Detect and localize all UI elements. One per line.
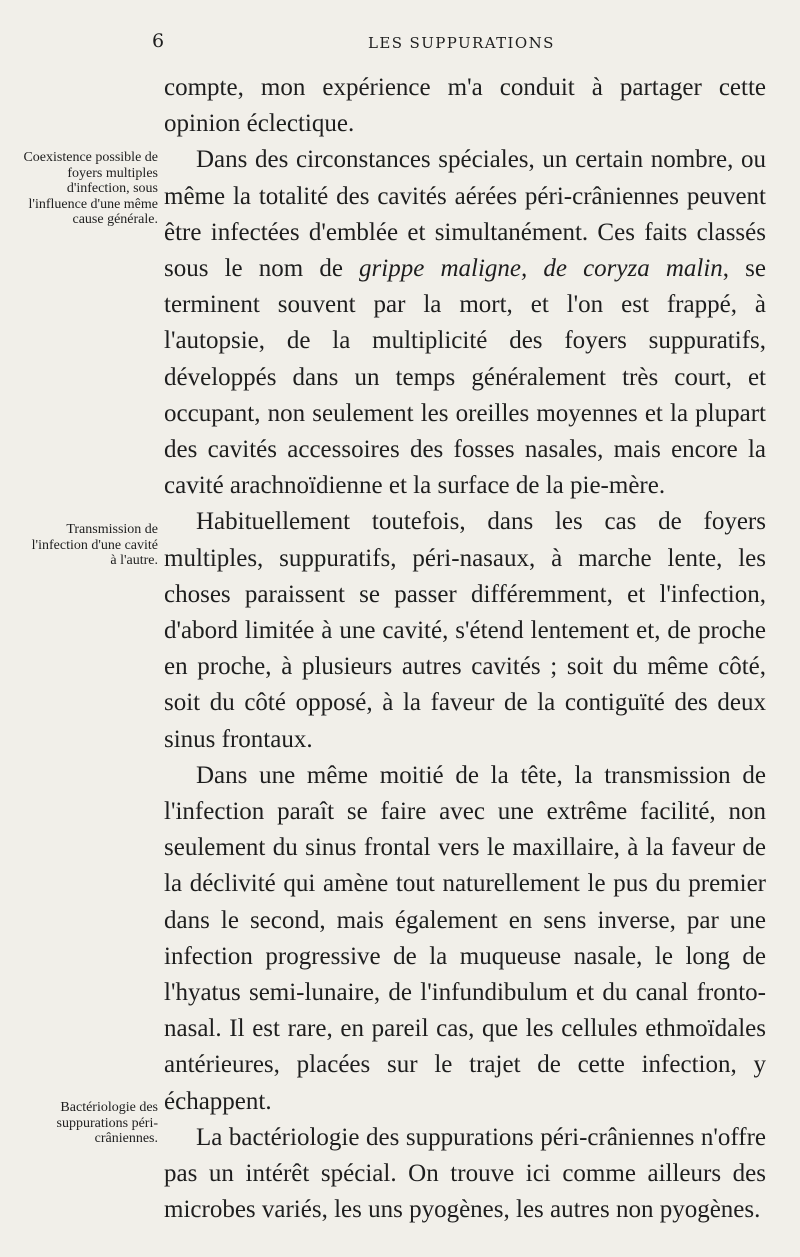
- page-header: [0, 30, 800, 60]
- margin-note-bacteriologie: Bactériologie des suppurations péri-crâniennes.: [56, 1100, 158, 1146]
- paragraph-bacteriologie: La bactériologie des suppurations péri-crâniennes n'offre pas un intérêt spécial. On trouve ici comme ailleurs des microbes variés, les uns pyogènes, les autres non pyogènes.: [164, 1123, 766, 1224]
- body-text: [164, 70, 766, 1229]
- margin-note-coexistence: Coexistence possible de foyers multiples d'infection, sous l'influence d'une même cause générale.: [23, 150, 158, 227]
- paragraph-transmission: Dans une même moitié de la tête, la transmission de l'infection paraît se faire avec une extrême facilité, non seulement du sinus frontal vers le maxillaire, à la faveur de la déclivité qui amène tout naturellement le pus du premier dans le second, mais également en sens inverse, par une infection progressive de la muqueuse nasale, le long de l'hyatus semi-lunaire, de l'infundibulum et du canal fronto-nasal. Il est rare, en pareil cas, que les cellules ethmoïdales antérieures, placées sur le trajet de cette infection, y échappent.: [164, 761, 766, 1115]
- paragraph-habituellement: Habituellement toutefois, dans les cas de foyers multiples, suppuratifs, péri-nasaux, à marche lente, les choses paraissent se passer différemment, et l'infection, d'abord limitée à une cavité, s'étend lentement et, de proche en proche, à plusieurs autres cavités ; soit du même côté, soit du côté opposé, à la faveur de la contiguïté des deux sinus frontaux.: [164, 508, 766, 753]
- paragraph-text: Dans des circonstances spéciales, un certain nombre, ou même la totalité des cavités aérées péri-crâniennes peuvent être infectées d'emblée et simultanément. Ces faits classés sous le nom de: [164, 146, 766, 283]
- running-title: LES SUPPURATIONS: [368, 34, 555, 52]
- margin-note-transmission: Transmission de l'infection d'une cavité à l'autre.: [31, 522, 158, 568]
- paragraph-continuation: compte, mon expérience m'a conduit à partager cette opinion éclectique.: [164, 74, 766, 138]
- paragraph-circonstances: [164, 142, 766, 504]
- paragraph-text: , se terminent souvent par la mort, et l'on est frappé, à l'autopsie, de la multiplicité des foyers suppuratifs, développés dans un temps généralement très court, et occupant, non seulement les oreilles moyennes et la plupart des cavités accessoires des fosses nasales, mais encore la cavité arachnoïdienne et la surface de la pie-mère.: [164, 255, 766, 500]
- italic-term: grippe maligne, de coryza malin: [359, 255, 723, 283]
- page-number: 6: [152, 30, 165, 52]
